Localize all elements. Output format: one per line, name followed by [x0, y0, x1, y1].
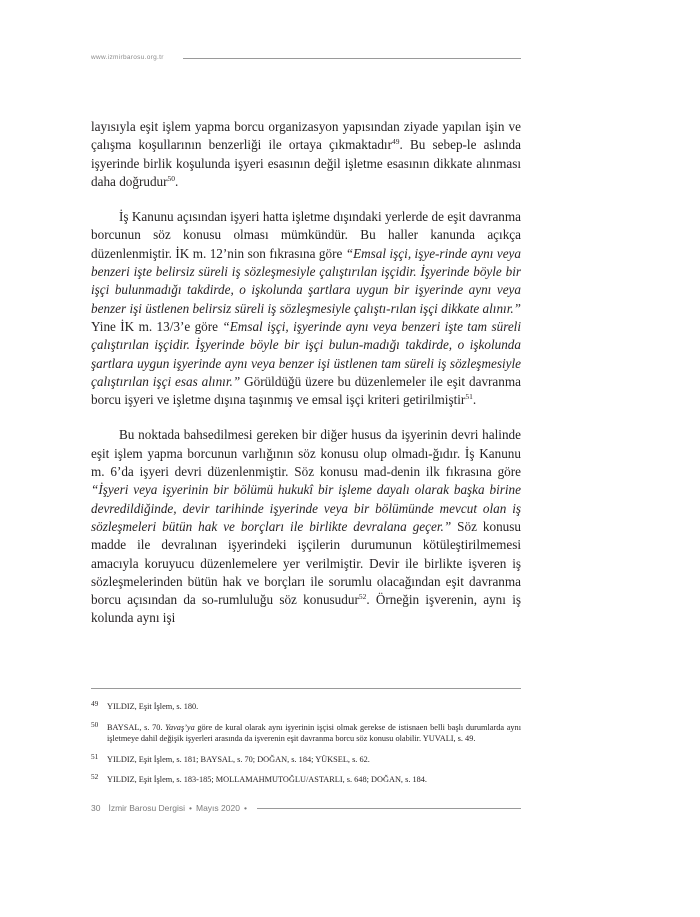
footnote-text: YILDIZ, Eşit İşlem, s. 183-185; MOLLAMAHMUTOĞLU/ASTARLI, s. 648; DOĞAN, s. 184. — [107, 775, 427, 785]
issue-date: Mayıs 2020 — [195, 803, 240, 813]
paragraph-3 — [91, 426, 521, 627]
footnote-ref-50[interactable]: 50 — [167, 173, 176, 183]
paragraph-2-text-a: İş Kanunu açısından işyeri hatta işletme dışındaki yerlerde de eşit davranma borcunun söz konusu olması mümkündür. Bu haller kanunda açıkça düzenlenmiştir. İK m. 12’nin son fıkrasına göre — [91, 209, 521, 261]
footnote-number: 52 — [91, 772, 99, 782]
journal-name: İzmir Barosu Dergisi — [108, 803, 185, 813]
footer-bullet: • — [243, 803, 247, 813]
footnote-text: YILDIZ, Eşit İşlem, s. 180. — [107, 702, 199, 711]
page-footer — [91, 801, 521, 815]
footnote-text: göre de kural olarak aynı işyerinin işçisi olmak gerekse de istisnaen belli başlı durumlarda aynı işletmeye dahil değişik işyerleri arasında da işverenin eşit davranma borcu söz konusu olabilir. YUVALI, s. 49. — [107, 722, 521, 744]
paragraph-2-text-b: Yine İK m. 13/3’e göre — [91, 318, 223, 334]
paragraph-2-quote-1: “Emsal işçi, işye-rinde aynı veya benzeri işte belirsiz süreli iş sözleşmesiyle çalıştırılan işçidir. İşyerinde böyle bir işçi bulunmadığı takdirde, o işkolunda şartlara uygun bir işyerinde aynı veya benzer işi üstlenen belirsiz süreli iş sözleşmesiyle çalıştı-rılan işçi dikkate alınır.” — [91, 245, 521, 316]
footnote-italic: Yavaş’ya — [165, 722, 195, 732]
footnote-52 — [91, 774, 521, 786]
footer-bullet: • — [189, 803, 192, 813]
footnote-ref-49[interactable]: 49 — [391, 137, 400, 147]
footnote-49 — [91, 701, 521, 713]
paragraph-1 — [91, 118, 521, 191]
footnote-text-pre: BAYSAL, s. 70. — [107, 722, 166, 732]
header-url: www.izmirbarosu.org.tr — [91, 54, 164, 61]
paragraph-1-text-a: layısıyla eşit işlem yapma borcu organizasyon yapısından ziyade yapılan işin ve çalışma koşullarının benzerliği ile ortaya çıkmaktadır — [91, 119, 521, 153]
page-number: 30 — [91, 803, 101, 813]
footnote-separator — [91, 688, 521, 689]
paragraph-1-text-c: . — [175, 173, 179, 189]
footnote-number: 50 — [91, 719, 99, 729]
footnote-51 — [91, 751, 521, 766]
paragraph-3-quote: “İşyeri veya işyerinin bir bölümü hukukî bir işleme dayalı olarak başka birine devredildiğinde, devir tarihinde işyerinde veya bir bölümünde mevcut olan iş sözleşmeleri bütün hak ve borçları ile birlikte devralana geçer.” — [91, 482, 521, 534]
footnotes — [91, 701, 521, 795]
footnote-number: 51 — [91, 751, 99, 761]
paragraph-2 — [91, 208, 521, 409]
footnote-text: YILDIZ, Eşit İşlem, s. 181; BAYSAL, s. 70; DOĞAN, s. 184; YÜKSEL, s. 62. — [107, 754, 370, 764]
paragraph-2-quote-2: “Emsal işçi, işyerinde aynı veya benzeri işte tam süreli çalıştırılan işçidir. İşyerinde böyle bir işçi bulun-madığı takdirde, o işkolunda şartlara uygun işyerinde aynı veya benzer işi üstlenen tam süreli iş sözleşmesiyle çalıştırılan işçi esas alınır.” — [91, 318, 522, 389]
paragraph-2-text-d: . — [472, 392, 477, 408]
header-rule — [183, 58, 521, 59]
footnote-50 — [91, 719, 521, 745]
footer-rule — [257, 808, 521, 809]
paragraph-3-text-b: Söz konusu madde ile devralınan işyerindeki işçilerin durumunun kötüleştirilmemesi amacıyla koruyucu düzenlemelere yer verilmiştir. Devir ile birlikte işveren iş sözleşmelerinden bütün hak ve borçları ile sorumlu olacağından eşit davranma borcu açısından da so-rumluluğu söz konusudur — [91, 518, 521, 608]
paragraph-3-text-c: . Örneğin işverenin, aynı iş kolunda aynı işi — [91, 592, 521, 626]
footnote-ref-52[interactable]: 52 — [358, 592, 367, 602]
paragraph-3-text-a: Bu noktada bahsedilmesi gereken bir diğer husus da işyerinin devri halinde eşit işlem yapma borcunun varlığının söz konusu olup olmadı-ğıdır. İş Kanunu m. 6’da işyeri devri düzenlenmiştir. Söz konusu mad-denin ilk fıkrasına göre — [91, 427, 521, 480]
footnote-number: 49 — [91, 699, 99, 708]
paragraph-1-text-b: . Bu sebep-le aslında işyerinde birlik koşulunda işyeri esasının değil işletme esasının dikkate alınması daha doğrudur — [91, 137, 521, 189]
main-text — [91, 118, 521, 628]
paragraph-2-text-c: Görüldüğü üzere bu düzenlemeler ile eşit davranma borcu işyeri ve işletme dışına taşınmış ve emsal işçi kriteri getirilmiştir — [91, 373, 521, 408]
footnote-ref-51[interactable]: 51 — [465, 392, 473, 402]
